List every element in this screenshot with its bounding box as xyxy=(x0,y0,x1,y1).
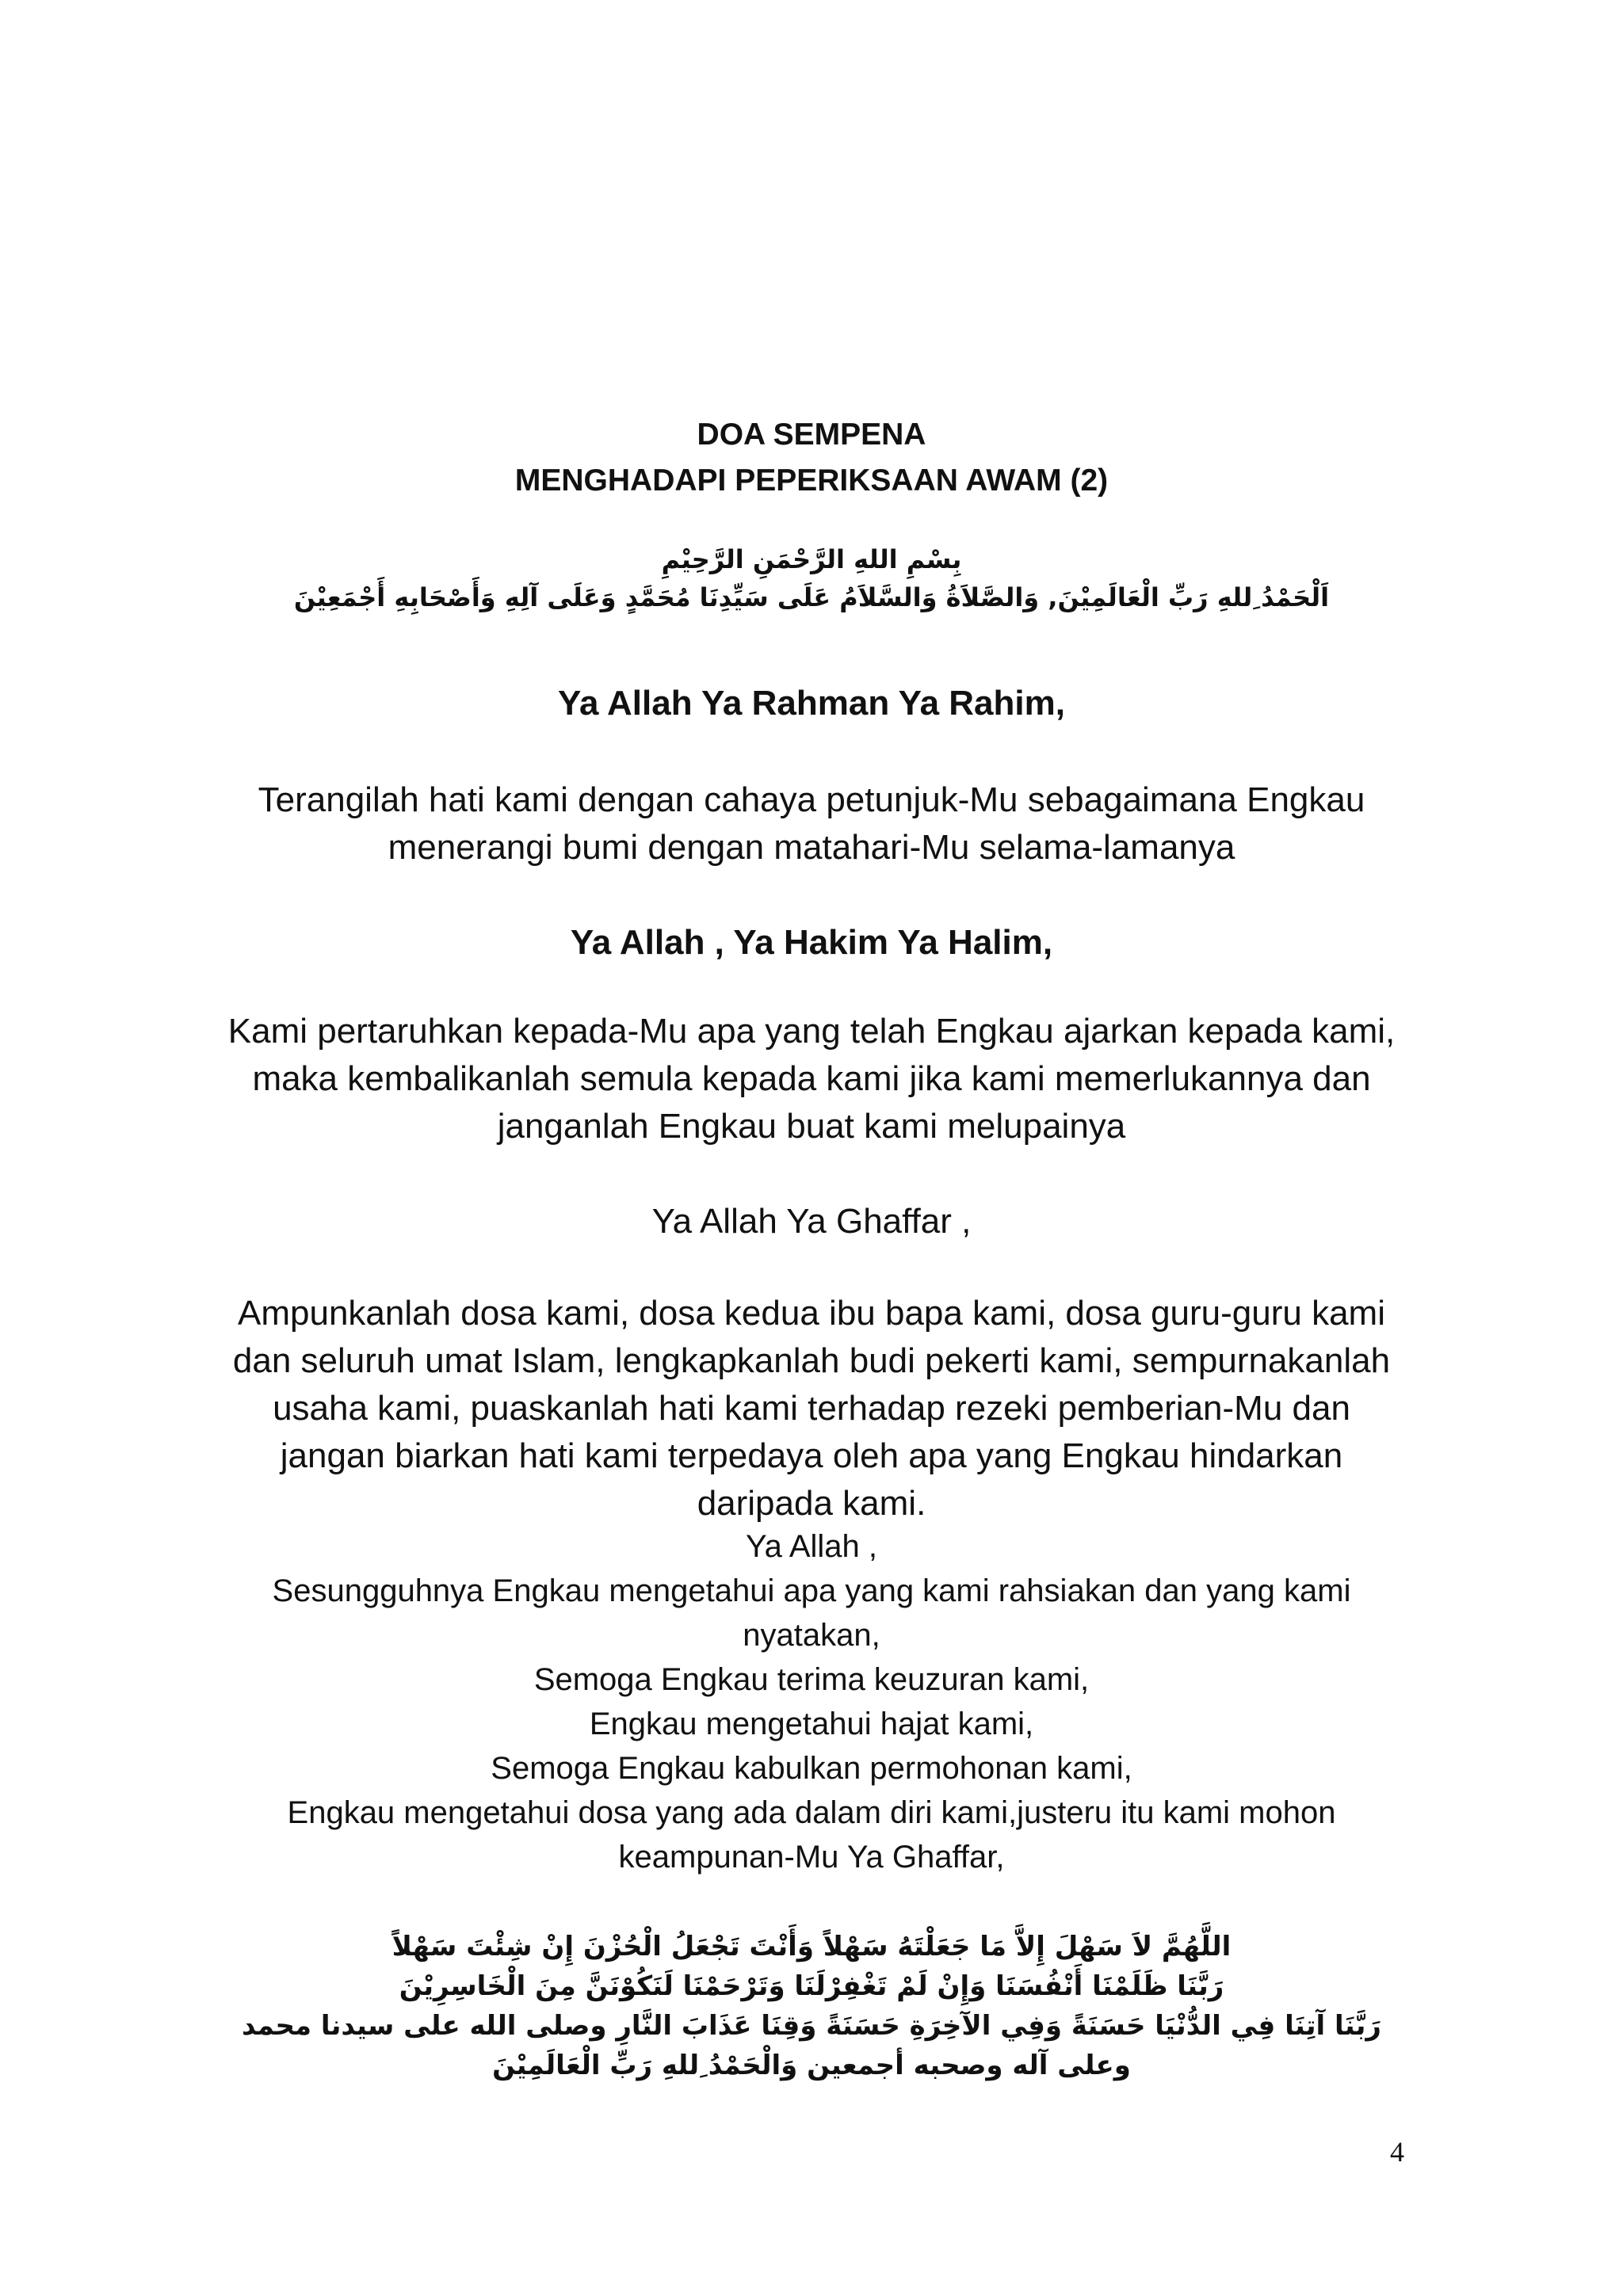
closing-arabic-line: رَبَّنَا آتِنَا فِي الدُّنْيَا حَسَنَةً وَفِي الآخِرَةِ حَسَنَةً وَقِنَا عَذَابَ النَّارِ وصلى الله على سيدنا محمد xyxy=(242,2010,1381,2042)
paragraph-line: Engkau mengetahui dosa yang ada dalam diri kami,justeru itu kami mohon xyxy=(287,1795,1336,1830)
basmalah: بِسْمِ اللهِ الرَّحْمَنِ الرَّحِيْمِ xyxy=(661,544,962,574)
paragraph-line: maka kembalikanlah semula kepada kami jika kami memerlukannya dan xyxy=(252,1059,1371,1098)
section1-paragraph xyxy=(190,776,1433,871)
paragraph-line: Sesungguhnya Engkau mengetahui apa yang kami rahsiakan dan yang kami xyxy=(272,1573,1351,1608)
section2-paragraph xyxy=(190,1008,1433,1150)
paragraph-line: jangan biarkan hati kami terpedaya oleh apa yang Engkau hindarkan xyxy=(280,1436,1343,1475)
paragraph-line: keampunan-Mu Ya Ghaffar, xyxy=(618,1840,1005,1875)
paragraph-line: nyatakan, xyxy=(743,1618,880,1653)
closing-arabic-line: رَبَّنَا ظَلَمْنَا أَنْفُسَنَا وَإِنْ لَمْ تَغْفِرْلَنَا وَتَرْحَمْنَا لَنَكُوْنَنَّ مِنَ الْخَاسِرِيْنَ xyxy=(399,1970,1224,2002)
document-title xyxy=(190,412,1433,504)
section3-paragraph xyxy=(190,1290,1433,1527)
paragraph-line: Ampunkanlah dosa kami, dosa kedua ibu bapa kami, dosa guru-guru kami xyxy=(238,1294,1385,1333)
closing-arabic-line: اللَّهُمَّ لاَ سَهْلَ إِلاَّ مَا جَعَلْتَهُ سَهْلاً وَأَنْتَ تَجْعَلُ الْحُزْنَ إِنْ شِئْتَ سَهْلاً xyxy=(391,1931,1232,1962)
paragraph-line: Engkau mengetahui hajat kami, xyxy=(589,1707,1034,1741)
paragraph-line: daripada kami. xyxy=(697,1484,926,1523)
paragraph-line: Terangilah hati kami dengan cahaya petunjuk-Mu sebagaimana Engkau xyxy=(258,780,1365,819)
section1-heading: Ya Allah Ya Rahman Ya Rahim, xyxy=(558,684,1065,723)
closing-arabic-line: وعلى آله وصحبه أجمعين وَالْحَمْدُ ِللهِ رَبِّ الْعَالَمِيْنَ xyxy=(492,2050,1131,2081)
paragraph-line: Semoga Engkau terima keuzuran kami, xyxy=(533,1662,1090,1697)
paragraph-line: Semoga Engkau kabulkan permohonan kami, xyxy=(491,1751,1132,1786)
opening-arabic xyxy=(190,540,1433,616)
section2-heading: Ya Allah , Ya Hakim Ya Halim, xyxy=(570,923,1053,962)
paragraph-line: Kami pertaruhkan kepada-Mu apa yang telah Engkau ajarkan kepada kami, xyxy=(227,1012,1396,1051)
opening-praise: اَلْحَمْدُ ِللهِ رَبِّ الْعَالَمِيْنَ, وَالصَّلاَةُ وَالسَّلاَمُ عَلَى سَيِّدِنَا مُحَمَّدٍ وَعَلَى آلِهِ وَأَصْحَابِهِ أَجْمَعِيْنَ xyxy=(293,582,1330,612)
paragraph-line: usaha kami, puaskanlah hati kami terhadap rezeki pemberian-Mu dan xyxy=(273,1389,1350,1428)
page-number: 4 xyxy=(1390,2136,1404,2168)
closing-arabic xyxy=(190,1927,1433,2085)
paragraph-line: dan seluruh umat Islam, lengkapkanlah budi pekerti kami, sempurnakanlah xyxy=(232,1341,1391,1380)
title-line-1: DOA SEMPENA xyxy=(697,418,926,452)
paragraph-line: menerangi bumi dengan matahari-Mu selama-lamanya xyxy=(388,828,1235,867)
paragraph-line: janganlah Engkau buat kami melupainya xyxy=(497,1107,1126,1146)
section4 xyxy=(190,1524,1433,1879)
section3-heading: Ya Allah Ya Ghaffar , xyxy=(651,1202,972,1241)
title-line-2: MENGHADAPI PEPERIKSAAN AWAM (2) xyxy=(514,463,1109,498)
section4-heading: Ya Allah , xyxy=(745,1529,878,1564)
